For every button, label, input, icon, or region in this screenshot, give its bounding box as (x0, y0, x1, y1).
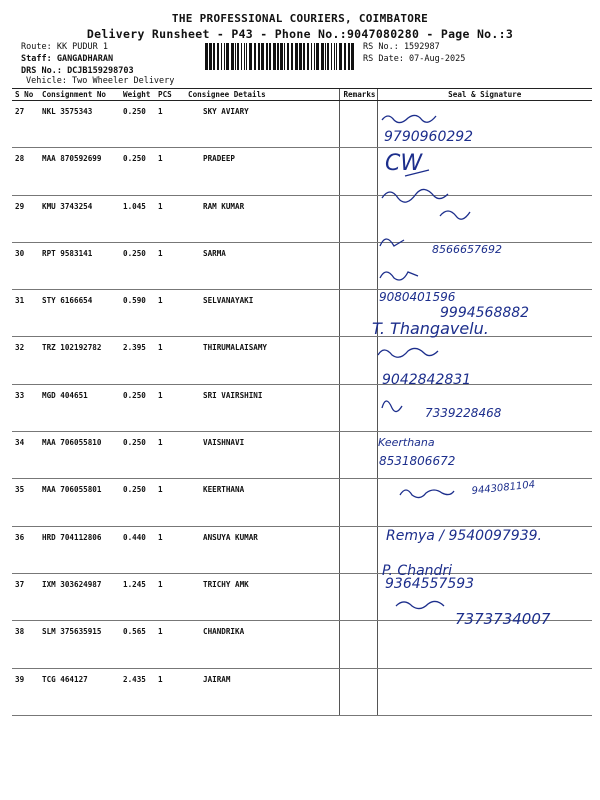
row-remarks (339, 148, 377, 195)
row-weight: 0.250 (120, 432, 155, 479)
row-consignee: PRADEEP (185, 148, 339, 195)
rs-date: RS Date: 07-Aug-2025 (363, 54, 466, 64)
table-row (12, 432, 592, 479)
signature-phone-row36: 9443081104 (471, 479, 536, 497)
barcode-bar (226, 43, 229, 70)
signature-phone-row39: 7373734007 (455, 610, 551, 628)
row-pcs: 1 (155, 101, 185, 148)
row-sno: 36 (12, 526, 39, 573)
barcode-bar (280, 43, 283, 70)
row-sno: 37 (12, 573, 39, 620)
row-remarks (339, 337, 377, 384)
barcode-bar (254, 43, 256, 70)
barcode-bar (287, 43, 289, 70)
drs-number: DCJB159298703 (67, 66, 134, 76)
signature-phone-row32: 9994568882 (440, 305, 530, 321)
row-remarks (339, 432, 377, 479)
barcode-bar (334, 43, 335, 70)
barcode-bar (321, 43, 324, 70)
row-pcs: 1 (155, 479, 185, 526)
row-consignee: JAIRAM (185, 668, 339, 715)
barcode-bar (266, 43, 268, 70)
barcode-bar (205, 43, 208, 70)
barcode-bar (261, 43, 264, 70)
barcode-bar (217, 43, 219, 70)
row-consignment: TCG 464127 (39, 668, 120, 715)
row-consignee: KEERTHANA (185, 479, 339, 526)
row-sno: 38 (12, 621, 39, 668)
row-signature-cell (377, 101, 592, 148)
row-remarks (339, 384, 377, 431)
row-consignee: SKY AVIARY (185, 101, 339, 148)
barcode-bar (277, 43, 279, 70)
row-signature-cell (377, 621, 592, 668)
barcode-bar (295, 43, 298, 70)
row-pcs: 1 (155, 526, 185, 573)
row-weight: 0.250 (120, 479, 155, 526)
signature-phone-row31: 9080401596 (379, 290, 456, 304)
row-remarks (339, 242, 377, 289)
row-consignee: SARMA (185, 242, 339, 289)
table-row (12, 337, 592, 384)
barcode-bar (327, 43, 329, 70)
row-remarks (339, 526, 377, 573)
barcode-bar (348, 43, 350, 70)
table-row (12, 573, 592, 620)
signature-name-row35: Keerthana (378, 436, 435, 449)
signature-phone-row35: 8531806672 (379, 454, 456, 468)
rs-number: RS No.: 1592987 (363, 42, 440, 52)
barcode-bar (241, 43, 242, 70)
barcode-bar (299, 43, 302, 70)
row-signature-cell (377, 337, 592, 384)
row-signature-cell (377, 242, 592, 289)
row-remarks (339, 479, 377, 526)
table-row (12, 195, 592, 242)
row-consignee: ANSUYA KUMAR (185, 526, 339, 573)
barcode-bar (273, 43, 276, 70)
row-consignment: STY 6166654 (39, 290, 120, 337)
col-header-pcs: PCS (155, 89, 185, 101)
table-row (12, 148, 592, 195)
barcode-bar (325, 43, 326, 70)
row-consignee: SRI VAIRSHINI (185, 384, 339, 431)
table-row (12, 668, 592, 715)
col-header-sno: S No (12, 89, 39, 101)
signature-name-row32: T. Thangavelu. (372, 319, 489, 338)
table-row (12, 621, 592, 668)
table-row (12, 242, 592, 289)
row-pcs: 1 (155, 384, 185, 431)
barcode-bar (246, 43, 247, 70)
table-row (12, 101, 592, 148)
barcode-bar (291, 43, 293, 70)
barcode-bar (269, 43, 271, 70)
col-header-consignee: Consignee Details (185, 89, 339, 101)
barcode-bar (209, 43, 212, 70)
row-consignment: MAA 706055810 (39, 432, 120, 479)
row-weight: 2.435 (120, 668, 155, 715)
barcode-bar (237, 43, 239, 70)
signature-name-row38: P. Chandri (382, 563, 453, 579)
row-consignment: SLM 375635915 (39, 621, 120, 668)
signature-phone-row27: 9790960292 (384, 129, 474, 145)
col-header-consignment: Consignment No (39, 89, 120, 101)
row-sno: 35 (12, 479, 39, 526)
barcode (205, 43, 357, 70)
row-consignment: NKL 3575343 (39, 101, 120, 148)
row-weight: 0.565 (120, 621, 155, 668)
row-pcs: 1 (155, 242, 185, 289)
col-header-weight: Weight (120, 89, 155, 101)
row-signature-cell (377, 432, 592, 479)
row-sno: 29 (12, 195, 39, 242)
row-consignment: TRZ 102192782 (39, 337, 120, 384)
row-remarks (339, 195, 377, 242)
company-title: THE PROFESSIONAL COURIERS, COIMBATORE (171, 12, 429, 25)
row-sno: 28 (12, 148, 39, 195)
row-weight: 0.250 (120, 242, 155, 289)
barcode-bar (258, 43, 260, 70)
col-header-signature: Seal & Signature (377, 89, 592, 101)
table-header-row (12, 89, 592, 101)
row-consignee: TRICHY AMK (185, 573, 339, 620)
row-weight: 0.250 (120, 101, 155, 148)
barcode-bar (331, 43, 332, 70)
barcode-bar (351, 43, 354, 70)
row-remarks (339, 101, 377, 148)
barcode-bar (307, 43, 309, 70)
row-sno: 27 (12, 101, 39, 148)
row-pcs: 1 (155, 573, 185, 620)
row-pcs: 1 (155, 290, 185, 337)
row-consignment: MAA 706055801 (39, 479, 120, 526)
row-sno: 30 (12, 242, 39, 289)
col-header-remarks: Remarks (339, 89, 377, 101)
row-consignee: THIRUMALAISAMY (185, 337, 339, 384)
row-consignment: HRD 704112806 (39, 526, 120, 573)
row-pcs: 1 (155, 432, 185, 479)
row-signature-cell (377, 195, 592, 242)
row-signature-cell (377, 290, 592, 337)
barcode-bar (336, 43, 337, 70)
row-sno: 32 (12, 337, 39, 384)
barcode-bar (224, 43, 225, 70)
row-pcs: 1 (155, 337, 185, 384)
row-remarks (339, 621, 377, 668)
row-remarks (339, 290, 377, 337)
barcode-bar (314, 43, 315, 70)
runsheet-table (12, 88, 592, 716)
barcode-bar (249, 43, 252, 70)
table-row (12, 384, 592, 431)
row-weight: 2.395 (120, 337, 155, 384)
staff-name: GANGADHARAN (56, 54, 114, 64)
barcode-bar (284, 43, 285, 70)
table-row (12, 526, 592, 573)
barcode-bar (344, 43, 346, 70)
row-consignee: RAM KUMAR (185, 195, 339, 242)
row-pcs: 1 (155, 148, 185, 195)
row-weight: 0.250 (120, 148, 155, 195)
barcode-bar (303, 43, 305, 70)
table-row (12, 290, 592, 337)
row-weight: 1.245 (120, 573, 155, 620)
row-sno: 34 (12, 432, 39, 479)
row-signature-cell (377, 148, 592, 195)
table-row (12, 479, 592, 526)
row-sno: 33 (12, 384, 39, 431)
barcode-bar (221, 43, 222, 70)
vehicle-text: Vehicle: Two Wheeler Delivery (26, 76, 175, 86)
row-remarks (339, 668, 377, 715)
row-weight: 0.440 (120, 526, 155, 573)
row-remarks (339, 573, 377, 620)
signature-name-row37: Remya / 9540097939. (386, 528, 542, 544)
signature-phone-row33: 9042842831 (382, 372, 472, 388)
signature-phone-row34: 7339228468 (425, 406, 502, 420)
row-pcs: 1 (155, 621, 185, 668)
row-signature-cell (377, 668, 592, 715)
barcode-bar (316, 43, 319, 70)
staff-line (21, 54, 113, 64)
barcode-bar (231, 43, 234, 70)
row-weight: 1.045 (120, 195, 155, 242)
drs-line (21, 66, 134, 76)
barcode-bar (244, 43, 245, 70)
row-consignment: MAA 870592699 (39, 148, 120, 195)
drs-label: DRS No.: (21, 66, 68, 76)
row-signature-cell (377, 573, 592, 620)
row-sno: 31 (12, 290, 39, 337)
signature-phone-row38: 9364557593 (385, 576, 475, 592)
row-consignee: VAISHNAVI (185, 432, 339, 479)
barcode-bar (235, 43, 236, 70)
row-consignment: KMU 3743254 (39, 195, 120, 242)
barcode-bar (311, 43, 312, 70)
signature-initials-row28: CW (385, 151, 423, 176)
row-signature-cell (377, 526, 592, 573)
row-sno: 39 (12, 668, 39, 715)
runsheet-subtitle: Delivery Runsheet - P43 - Phone No.:9047080280 - Page No.:3 (86, 27, 514, 41)
row-signature-cell (377, 479, 592, 526)
signature-phone-row30: 8566657692 (432, 243, 502, 256)
staff-label: Staff: (21, 54, 57, 64)
row-pcs: 1 (155, 195, 185, 242)
row-consignee: SELVANAYAKI (185, 290, 339, 337)
row-consignment: IXM 303624987 (39, 573, 120, 620)
row-weight: 0.250 (120, 384, 155, 431)
row-weight: 0.590 (120, 290, 155, 337)
barcode-bar (339, 43, 342, 70)
row-consignee: CHANDRIKA (185, 621, 339, 668)
barcode-bar (213, 43, 215, 70)
row-consignment: MGD 404651 (39, 384, 120, 431)
row-pcs: 1 (155, 668, 185, 715)
row-consignment: RPT 9583141 (39, 242, 120, 289)
row-signature-cell (377, 384, 592, 431)
route-text: Route: KK PUDUR 1 (21, 42, 108, 52)
